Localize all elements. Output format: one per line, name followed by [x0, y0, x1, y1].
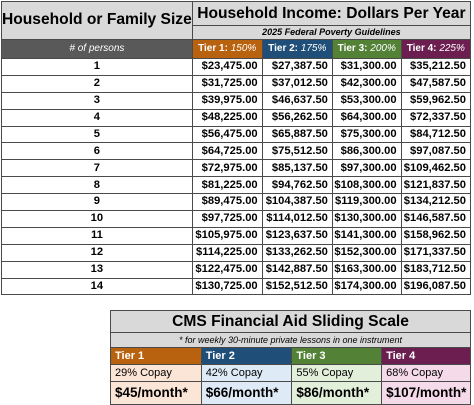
tier-3-income-cell: $53,300.00 [332, 92, 401, 109]
tier-1-income-cell: $48,225.00 [192, 109, 262, 126]
tier-1-income-cell: $89,475.00 [192, 194, 262, 211]
table-row [2, 109, 471, 126]
tier-1-income-cell: $31,725.00 [192, 75, 262, 92]
tier-4-income-cell: $121,837.50 [401, 177, 470, 194]
tier-3-income-cell: $86,300.00 [332, 143, 401, 160]
tier-1-income-cell: $81,225.00 [192, 177, 262, 194]
cms-tier-1-price: $45/month* [111, 382, 202, 405]
cms-tier-4-label: Tier 4 [382, 348, 471, 365]
tier-2-income-cell: $46,637.50 [262, 92, 332, 109]
title-row [2, 2, 471, 26]
table-row [2, 177, 471, 194]
tier-3-income-cell: $97,300.00 [332, 160, 401, 177]
cms-tier-4-price: $107/month* [382, 382, 471, 405]
tier-1-income-cell: $122,475.00 [192, 261, 262, 278]
household-size-cell: 4 [2, 109, 193, 126]
tier-4-header [401, 40, 470, 59]
tier-1-income-cell: $130,725.00 [192, 278, 262, 295]
tier-2-income-cell: $114,012.50 [262, 211, 332, 228]
persons-label: # of persons [2, 40, 193, 59]
table-row [2, 261, 471, 278]
table-row [2, 126, 471, 143]
tier-2-income-cell: $27,387.50 [262, 59, 332, 76]
tier-1-income-cell: $23,475.00 [192, 59, 262, 76]
income-table [1, 1, 471, 295]
table-row [2, 227, 471, 244]
tier-3-income-cell: $174,300.00 [332, 278, 401, 295]
tier-1-income-cell: $64,725.00 [192, 143, 262, 160]
tier-3-income-cell: $108,300.00 [332, 177, 401, 194]
household-size-cell: 1 [2, 59, 193, 76]
table-row [2, 244, 471, 261]
income-subtitle: 2025 Federal Poverty Guidelines [192, 25, 470, 39]
cms-note: * for weekly 30-minute private lessons in one instrument [111, 333, 471, 348]
tier-4-income-cell: $158,962.50 [401, 227, 470, 244]
tier-4-income-cell: $134,212.50 [401, 194, 470, 211]
cms-tier-2-label: Tier 2 [201, 348, 292, 365]
tier-2-income-cell: $37,012.50 [262, 75, 332, 92]
tier-header-row [2, 40, 471, 59]
household-size-header: Household or Family Size [2, 2, 193, 40]
table-row [2, 278, 471, 295]
tier-3-pct: 200% [370, 43, 396, 54]
table-row [2, 92, 471, 109]
tier-4-income-cell: $183,712.50 [401, 261, 470, 278]
tier-2-income-cell: $133,262.50 [262, 244, 332, 261]
household-size-cell: 12 [2, 244, 193, 261]
cms-tier-3-copay: 55% Copay [292, 365, 382, 382]
tier-4-income-cell: $109,462.50 [401, 160, 470, 177]
tier-1-income-cell: $72,975.00 [192, 160, 262, 177]
tier-1-pct: 150% [230, 43, 257, 54]
tier-3-income-cell: $141,300.00 [332, 227, 401, 244]
tier-3-income-cell: $119,300.00 [332, 194, 401, 211]
tier-3-income-cell: $64,300.00 [332, 109, 401, 126]
tier-4-income-cell: $35,212.50 [401, 59, 470, 76]
tier-1-income-cell: $39,975.00 [192, 92, 262, 109]
tier-2-income-cell: $94,762.50 [262, 177, 332, 194]
household-size-cell: 8 [2, 177, 193, 194]
cms-title: CMS Financial Aid Sliding Scale [111, 311, 471, 333]
tier-2-label: Tier 2: [268, 43, 299, 54]
cms-sliding-scale-table [110, 310, 471, 405]
table-row [2, 59, 471, 76]
tier-3-header [332, 40, 401, 59]
tier-2-income-cell: $75,512.50 [262, 143, 332, 160]
table-row [2, 211, 471, 228]
cms-price-row [111, 382, 471, 405]
cms-tier-1-label: Tier 1 [111, 348, 202, 365]
household-size-cell: 2 [2, 75, 193, 92]
household-size-cell: 11 [2, 227, 193, 244]
tier-2-header [262, 40, 332, 59]
income-title: Household Income: Dollars Per Year [192, 2, 470, 26]
table-row [2, 160, 471, 177]
tier-4-income-cell: $196,087.50 [401, 278, 470, 295]
tier-1-income-cell: $56,475.00 [192, 126, 262, 143]
tier-1-label: Tier 1: [198, 43, 228, 54]
tier-4-label: Tier 4: [406, 43, 437, 54]
tier-4-income-cell: $97,087.50 [401, 143, 470, 160]
tier-3-income-cell: $163,300.00 [332, 261, 401, 278]
household-size-cell: 10 [2, 211, 193, 228]
tier-3-income-cell: $130,300.00 [332, 211, 401, 228]
tier-2-income-cell: $85,137.50 [262, 160, 332, 177]
cms-tier-3-price: $86/month* [292, 382, 382, 405]
household-size-cell: 13 [2, 261, 193, 278]
cms-tier-2-price: $66/month* [201, 382, 292, 405]
cms-tier-2-copay: 42% Copay [201, 365, 292, 382]
tier-1-header [192, 40, 262, 59]
tier-2-income-cell: $142,887.50 [262, 261, 332, 278]
cms-tier-4-copay: 68% Copay [382, 365, 471, 382]
tier-3-label: Tier 3: [337, 43, 368, 54]
tier-4-income-cell: $84,712.50 [401, 126, 470, 143]
table-row [2, 143, 471, 160]
tier-4-pct: 225% [439, 43, 465, 54]
tier-2-income-cell: $56,262.50 [262, 109, 332, 126]
tier-4-income-cell: $72,337.50 [401, 109, 470, 126]
cms-tier-3-label: Tier 3 [292, 348, 382, 365]
household-size-cell: 6 [2, 143, 193, 160]
tier-2-income-cell: $65,887.50 [262, 126, 332, 143]
tier-1-income-cell: $97,725.00 [192, 211, 262, 228]
household-size-cell: 9 [2, 194, 193, 211]
tier-2-income-cell: $152,512.50 [262, 278, 332, 295]
tier-4-income-cell: $171,337.50 [401, 244, 470, 261]
tier-1-income-cell: $114,225.00 [192, 244, 262, 261]
table-row [2, 194, 471, 211]
household-size-cell: 3 [2, 92, 193, 109]
tier-4-income-cell: $59,962.50 [401, 92, 470, 109]
cms-copay-row [111, 365, 471, 382]
tier-2-income-cell: $123,637.50 [262, 227, 332, 244]
tier-3-income-cell: $75,300.00 [332, 126, 401, 143]
tier-3-income-cell: $42,300.00 [332, 75, 401, 92]
tier-2-income-cell: $104,387.50 [262, 194, 332, 211]
tier-4-income-cell: $47,587.50 [401, 75, 470, 92]
cms-tier-1-copay: 29% Copay [111, 365, 202, 382]
tier-2-pct: 175% [300, 43, 327, 54]
cms-note-row [111, 333, 471, 348]
household-size-cell: 7 [2, 160, 193, 177]
cms-title-row [111, 311, 471, 333]
tier-3-income-cell: $152,300.00 [332, 244, 401, 261]
table-row [2, 75, 471, 92]
tier-3-income-cell: $31,300.00 [332, 59, 401, 76]
tier-1-income-cell: $105,975.00 [192, 227, 262, 244]
household-size-cell: 14 [2, 278, 193, 295]
household-size-cell: 5 [2, 126, 193, 143]
tier-4-income-cell: $146,587.50 [401, 211, 470, 228]
cms-tier-row [111, 348, 471, 365]
